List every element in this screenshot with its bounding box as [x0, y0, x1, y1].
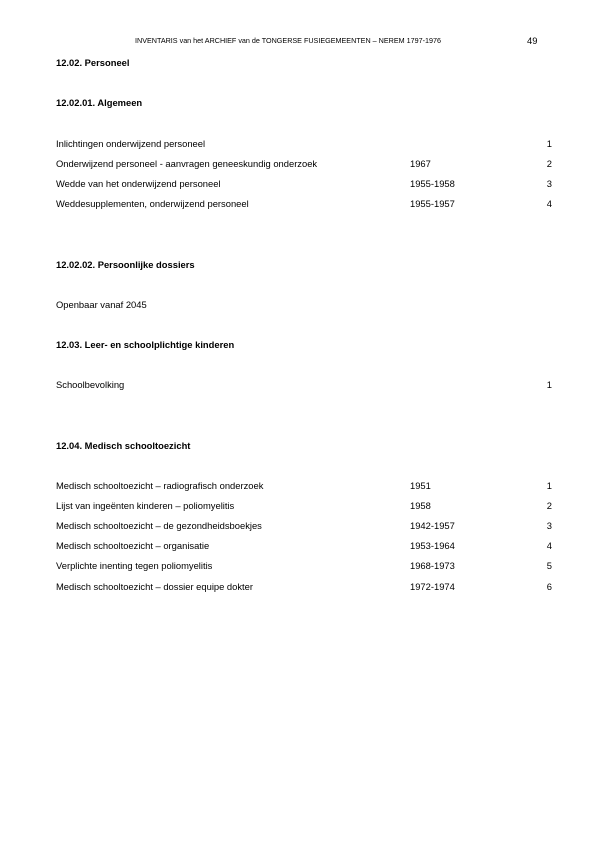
row-number: 3	[546, 178, 552, 189]
row-title: Onderwijzend personeel - aanvragen geneeskundig onderzoek	[56, 158, 318, 169]
inventory-row	[56, 581, 552, 593]
row-title: Schoolbevolking	[56, 379, 125, 390]
row-date: 1972-1974	[410, 581, 455, 592]
inventory-row	[56, 158, 552, 170]
access-note: Openbaar vanaf 2045	[56, 299, 147, 310]
row-number: 3	[546, 520, 552, 531]
section-heading-medisch-schooltoezicht: 12.04. Medisch schooltoezicht	[56, 440, 191, 451]
row-date: 1968-1973	[410, 560, 455, 571]
page-number: 49	[527, 35, 538, 46]
section-heading-algemeen: 12.02.01. Algemeen	[56, 97, 143, 108]
row-date: 1951	[410, 480, 431, 491]
row-title: Weddesupplementen, onderwijzend personeel	[56, 198, 249, 209]
row-date: 1953-1964	[410, 540, 455, 551]
row-number: 1	[546, 138, 552, 149]
row-title: Medisch schooltoezicht – organisatie	[56, 540, 210, 551]
row-title: Medisch schooltoezicht – de gezondheidsboekjes	[56, 520, 262, 531]
row-date: 1958	[410, 500, 431, 511]
inventory-row	[56, 500, 552, 512]
row-title: Medisch schooltoezicht – radiografisch onderzoek	[56, 480, 264, 491]
row-number: 2	[546, 500, 552, 511]
row-number: 2	[546, 158, 552, 169]
row-title: Lijst van ingeënten kinderen – poliomyelitis	[56, 500, 235, 511]
inventory-row	[56, 540, 552, 552]
inventory-row	[56, 520, 552, 532]
section-heading-personeel: 12.02. Personeel	[56, 57, 130, 68]
row-number: 1	[546, 379, 552, 390]
row-number: 4	[546, 198, 552, 209]
row-title: Inlichtingen onderwijzend personeel	[56, 138, 206, 149]
inventory-row	[56, 138, 552, 150]
row-date: 1967	[410, 158, 431, 169]
row-number: 1	[546, 480, 552, 491]
row-title: Verplichte inenting tegen poliomyelitis	[56, 560, 213, 571]
row-date: 1942-1957	[410, 520, 455, 531]
row-date: 1955-1958	[410, 178, 455, 189]
row-number: 4	[546, 540, 552, 551]
inventory-row	[56, 480, 552, 492]
row-number: 6	[546, 581, 552, 592]
row-title: Wedde van het onderwijzend personeel	[56, 178, 221, 189]
inventory-row	[56, 198, 552, 210]
header-title: INVENTARIS van het ARCHIEF van de TONGERSE FUSIEGEMEENTEN – NEREM 1797-1976	[135, 36, 441, 45]
row-title: Medisch schooltoezicht – dossier equipe dokter	[56, 581, 253, 592]
section-heading-persoonlijke-dossiers: 12.02.02. Persoonlijke dossiers	[56, 259, 195, 270]
row-date: 1955-1957	[410, 198, 455, 209]
inventory-row	[56, 379, 552, 391]
row-number: 5	[546, 560, 552, 571]
section-heading-leerplichtige-kinderen: 12.03. Leer- en schoolplichtige kinderen	[56, 339, 235, 350]
inventory-row	[56, 560, 552, 572]
inventory-row	[56, 178, 552, 190]
